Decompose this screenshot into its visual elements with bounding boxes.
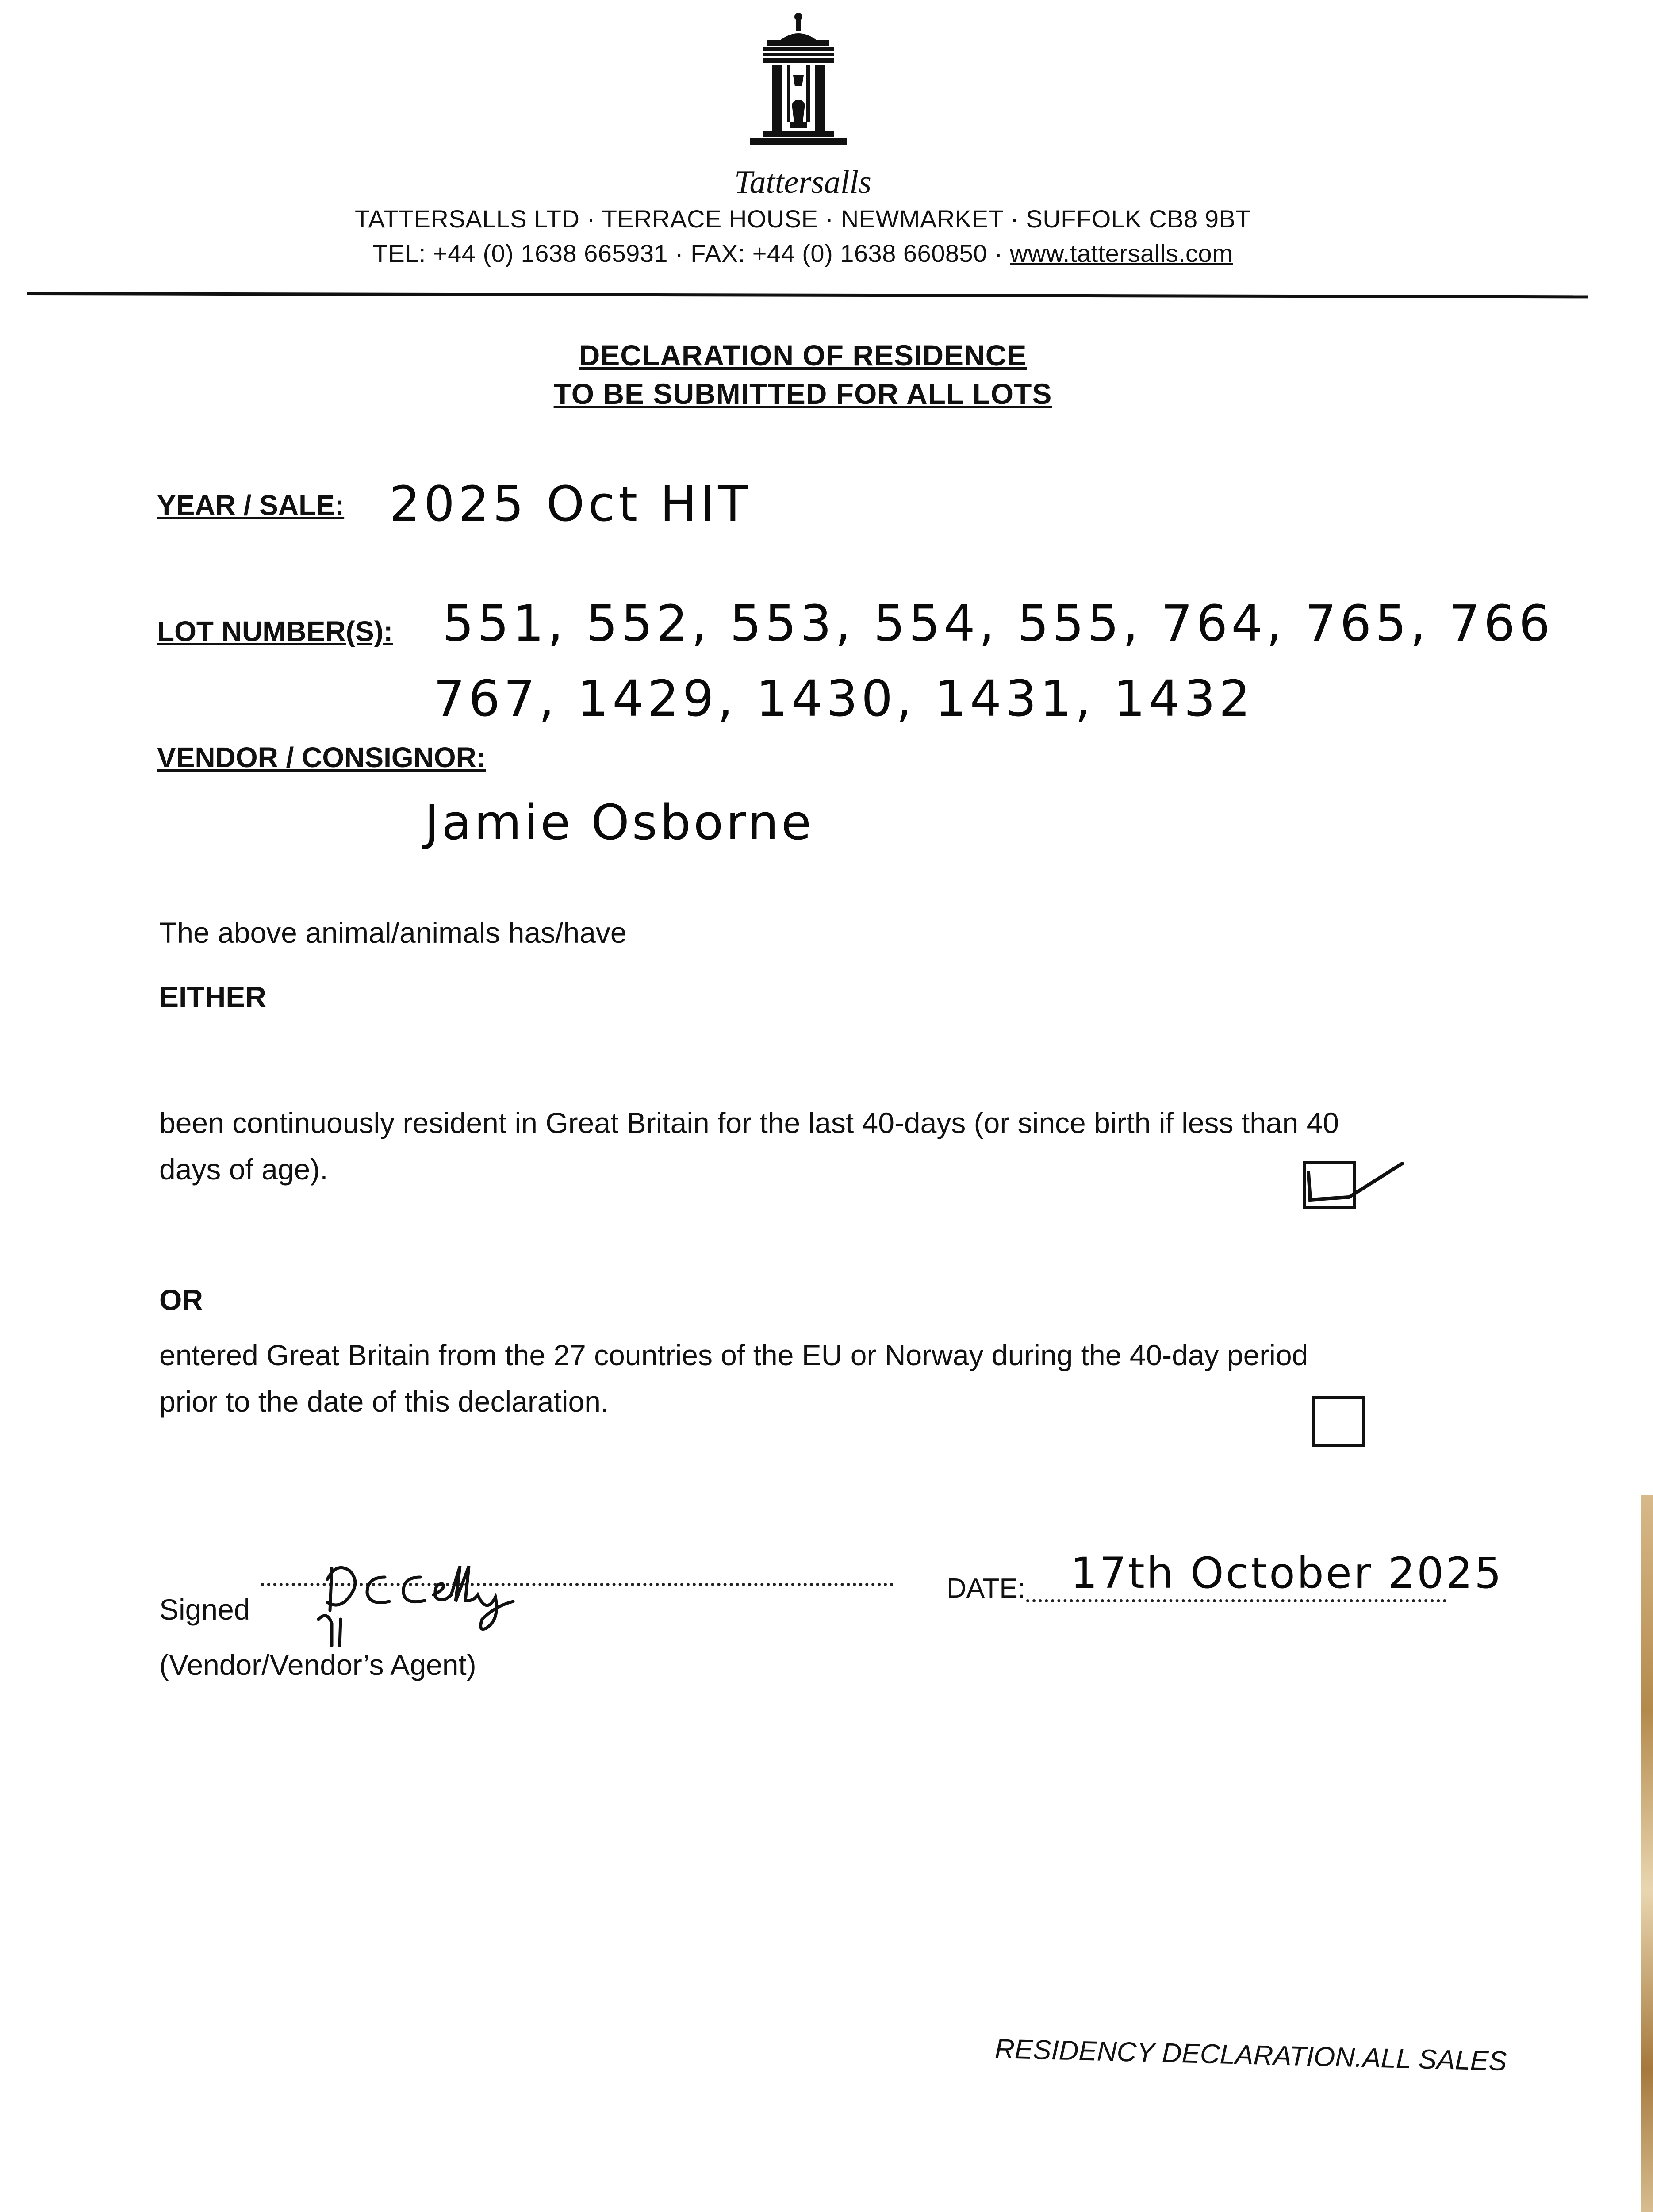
contact-numbers: TEL: +44 (0) 1638 665931 · FAX: +44 (0) 1638 660850 · bbox=[372, 239, 1010, 267]
option2-text-line2: prior to the date of this declaration. bbox=[159, 1385, 609, 1418]
tattersalls-logo bbox=[732, 9, 865, 168]
tick-mark-icon bbox=[1296, 1150, 1411, 1217]
year-sale-value: 2025 Oct HIT bbox=[389, 476, 752, 532]
option2-checkbox[interactable] bbox=[1312, 1396, 1365, 1447]
year-sale-label: YEAR / SALE: bbox=[157, 489, 345, 521]
statement-intro: The above animal/animals has/have bbox=[159, 916, 627, 949]
footer-reference: RESIDENCY DECLARATION.ALL SALES bbox=[994, 2033, 1507, 2077]
date-label: DATE: bbox=[947, 1573, 1025, 1604]
signed-label: Signed bbox=[159, 1593, 250, 1626]
option2-text-line1: entered Great Britain from the 27 countries of the EU or Norway during the 40-day period bbox=[159, 1339, 1308, 1371]
option1-text-line2: days of age). bbox=[159, 1153, 328, 1186]
header-divider bbox=[27, 292, 1588, 298]
document-subtitle: TO BE SUBMITTED FOR ALL LOTS bbox=[553, 377, 1052, 410]
brand-name: Tattersalls bbox=[734, 164, 871, 200]
address-line: TATTERSALLS LTD · TERRACE HOUSE · NEWMARKET · SUFFOLK CB8 9BT bbox=[354, 205, 1251, 233]
lot-numbers-line2: 767, 1429, 1430, 1431, 1432 bbox=[433, 670, 1254, 728]
or-heading: OR bbox=[159, 1283, 203, 1316]
handwritten-signature bbox=[301, 1553, 548, 1655]
lot-numbers-label: LOT NUMBER(S): bbox=[157, 615, 393, 647]
contact-line bbox=[0, 239, 1606, 268]
date-value: 17th October 2025 bbox=[1070, 1548, 1503, 1598]
date-line bbox=[1026, 1599, 1446, 1602]
lot-numbers-line1: 551, 552, 553, 554, 555, 764, 765, 766 bbox=[442, 595, 1554, 653]
vendor-value: Jamie Osborne bbox=[425, 794, 814, 851]
signer-role: (Vendor/Vendor’s Agent) bbox=[159, 1648, 476, 1681]
option1-text-line1: been continuously resident in Great Britain for the last 40-days (or since birth if less than 40 bbox=[159, 1106, 1339, 1139]
website-link[interactable]: www.tattersalls.com bbox=[1010, 239, 1233, 267]
either-heading: EITHER bbox=[159, 980, 267, 1013]
desk-edge bbox=[1641, 1495, 1653, 2212]
vendor-label: VENDOR / CONSIGNOR: bbox=[157, 741, 486, 773]
document-title: DECLARATION OF RESIDENCE bbox=[579, 339, 1027, 372]
